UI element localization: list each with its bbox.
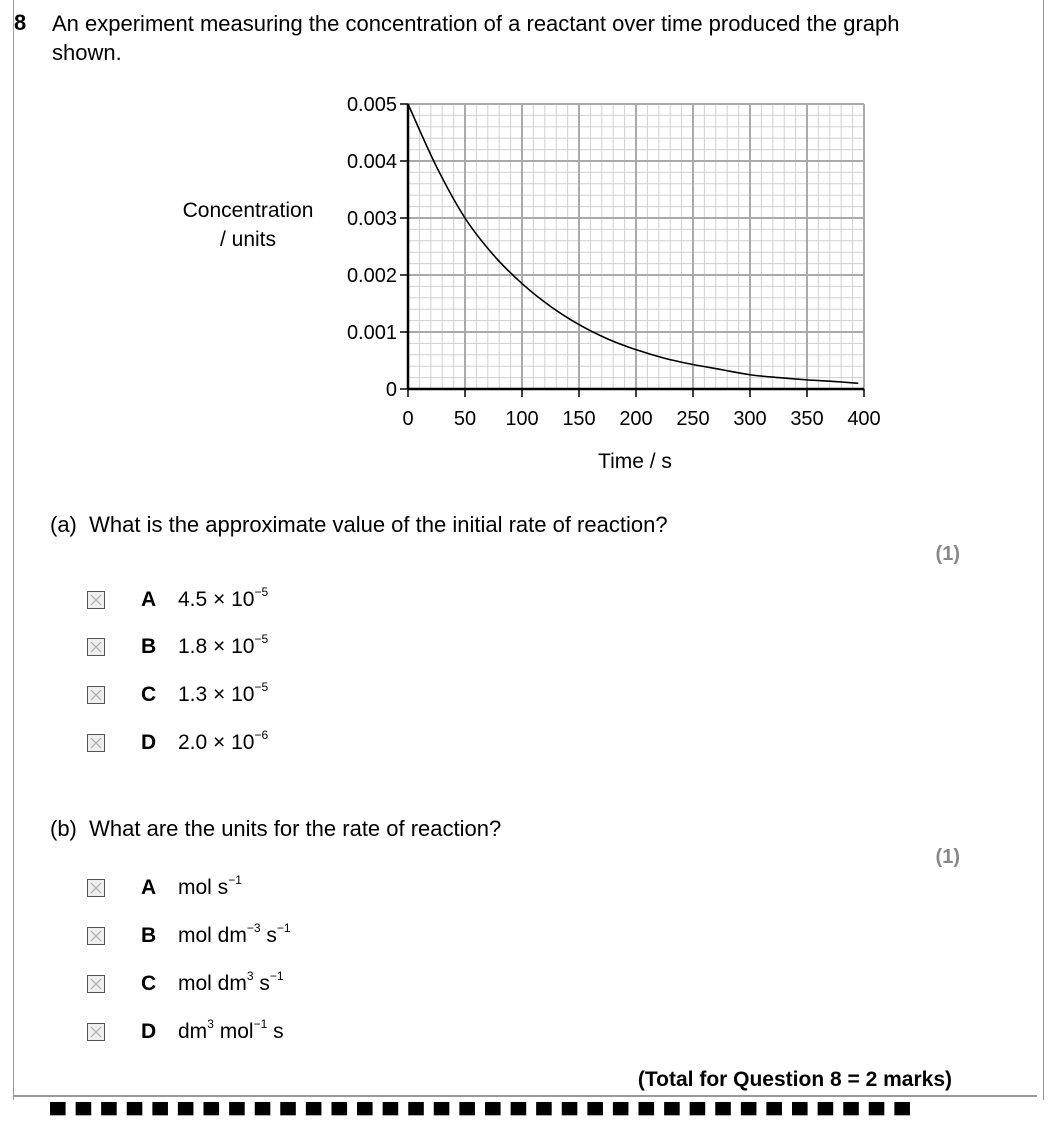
x-tick-label: 300 <box>733 408 767 430</box>
chart-x-axis-label: Time / s <box>598 450 672 473</box>
chart-curve-group <box>408 104 858 383</box>
x-tick-label: 50 <box>453 408 477 430</box>
x-tick-label: 250 <box>676 408 710 430</box>
part-b-marks: (1) <box>935 846 960 868</box>
part-b-text: What are the units for the rate of reaction? <box>89 816 502 841</box>
option-letter: C <box>141 972 157 995</box>
answer-checkbox[interactable] <box>87 1023 105 1041</box>
x-tick-label: 200 <box>619 408 653 430</box>
answer-checkbox[interactable] <box>87 686 105 704</box>
y-label-line2: / units <box>219 228 277 251</box>
part-a-question <box>50 512 668 538</box>
y-tick-label: 0.002 <box>346 265 397 287</box>
option-value: mol $dm^3$ $s^{-1}$ <box>178 969 284 995</box>
concentration-curve <box>408 104 858 383</box>
option-value: $2.0 \times 10^{-6}$ <box>178 728 269 754</box>
answer-checkbox[interactable] <box>87 638 105 656</box>
answer-checkbox[interactable] <box>87 975 105 993</box>
part-b-label: (b) <box>50 816 77 841</box>
cross-box-icon <box>88 687 104 703</box>
next-question-cutoff: ▀▀▀▀▀▀▀▀▀▀▀▀▀▀▀▀▀▀▀▀▀▀▀▀▀▀▀▀▀▀▀▀▀▀ <box>50 1102 920 1127</box>
y-label-line1: Concentration <box>182 199 314 222</box>
cross-box-icon <box>88 880 104 896</box>
answer-checkbox[interactable] <box>87 927 105 945</box>
answer-checkbox[interactable] <box>87 734 105 752</box>
option-letter: C <box>141 683 157 706</box>
question-number: 8 <box>14 10 27 35</box>
option-value: $dm^3$ mol$^{-1}$ s <box>178 1017 284 1043</box>
option-value: mol $dm^{-3}$ $s^{-1}$ <box>178 921 291 947</box>
cross-box-icon <box>88 592 104 608</box>
part-a-label: (a) <box>50 512 77 537</box>
x-tick-label: 100 <box>505 408 539 430</box>
x-tick-label: 0 <box>402 408 414 430</box>
cross-box-icon <box>88 928 104 944</box>
cross-box-icon <box>88 976 104 992</box>
y-tick-label: 0.005 <box>346 94 397 116</box>
option-letter: B <box>141 924 157 947</box>
option-letter: A <box>141 876 157 899</box>
y-tick-label: 0.001 <box>346 322 397 344</box>
concentration-time-chart <box>0 0 1060 500</box>
cross-box-icon <box>88 639 104 655</box>
option-letter: D <box>141 731 157 754</box>
question-total: (Total for Question 8 = 2 marks) <box>637 1068 952 1091</box>
part-a-marks: (1) <box>935 543 960 565</box>
y-tick-label: 0.004 <box>346 151 397 173</box>
option-letter: D <box>141 1020 157 1043</box>
chart-y-axis-label <box>168 196 328 254</box>
option-value: $1.8 \times 10^{-5}$ <box>178 632 269 658</box>
cross-box-icon <box>88 735 104 751</box>
y-tick-label: 0 <box>385 379 397 401</box>
y-tick-label: 0.003 <box>346 208 397 230</box>
answer-checkbox[interactable] <box>87 591 105 609</box>
answer-checkbox[interactable] <box>87 879 105 897</box>
part-b-question <box>50 816 501 842</box>
question-text: An experiment measuring the concentration of a reactant over time produced the graph shown. <box>52 11 900 65</box>
bottom-rule <box>13 1095 1037 1097</box>
part-a-text: What is the approximate value of the initial rate of reaction? <box>89 512 668 537</box>
x-tick-label: 350 <box>790 408 824 430</box>
x-tick-label: 150 <box>562 408 596 430</box>
x-tick-label: 400 <box>847 408 881 430</box>
cross-box-icon <box>88 1024 104 1040</box>
option-letter: B <box>141 635 157 658</box>
option-value: $1.3 \times 10^{-5}$ <box>178 680 269 706</box>
option-letter: A <box>141 588 157 611</box>
option-value: mol $s^{-1}$ <box>178 873 242 899</box>
option-value: $4.5 \times 10^{-5}$ <box>178 585 269 611</box>
